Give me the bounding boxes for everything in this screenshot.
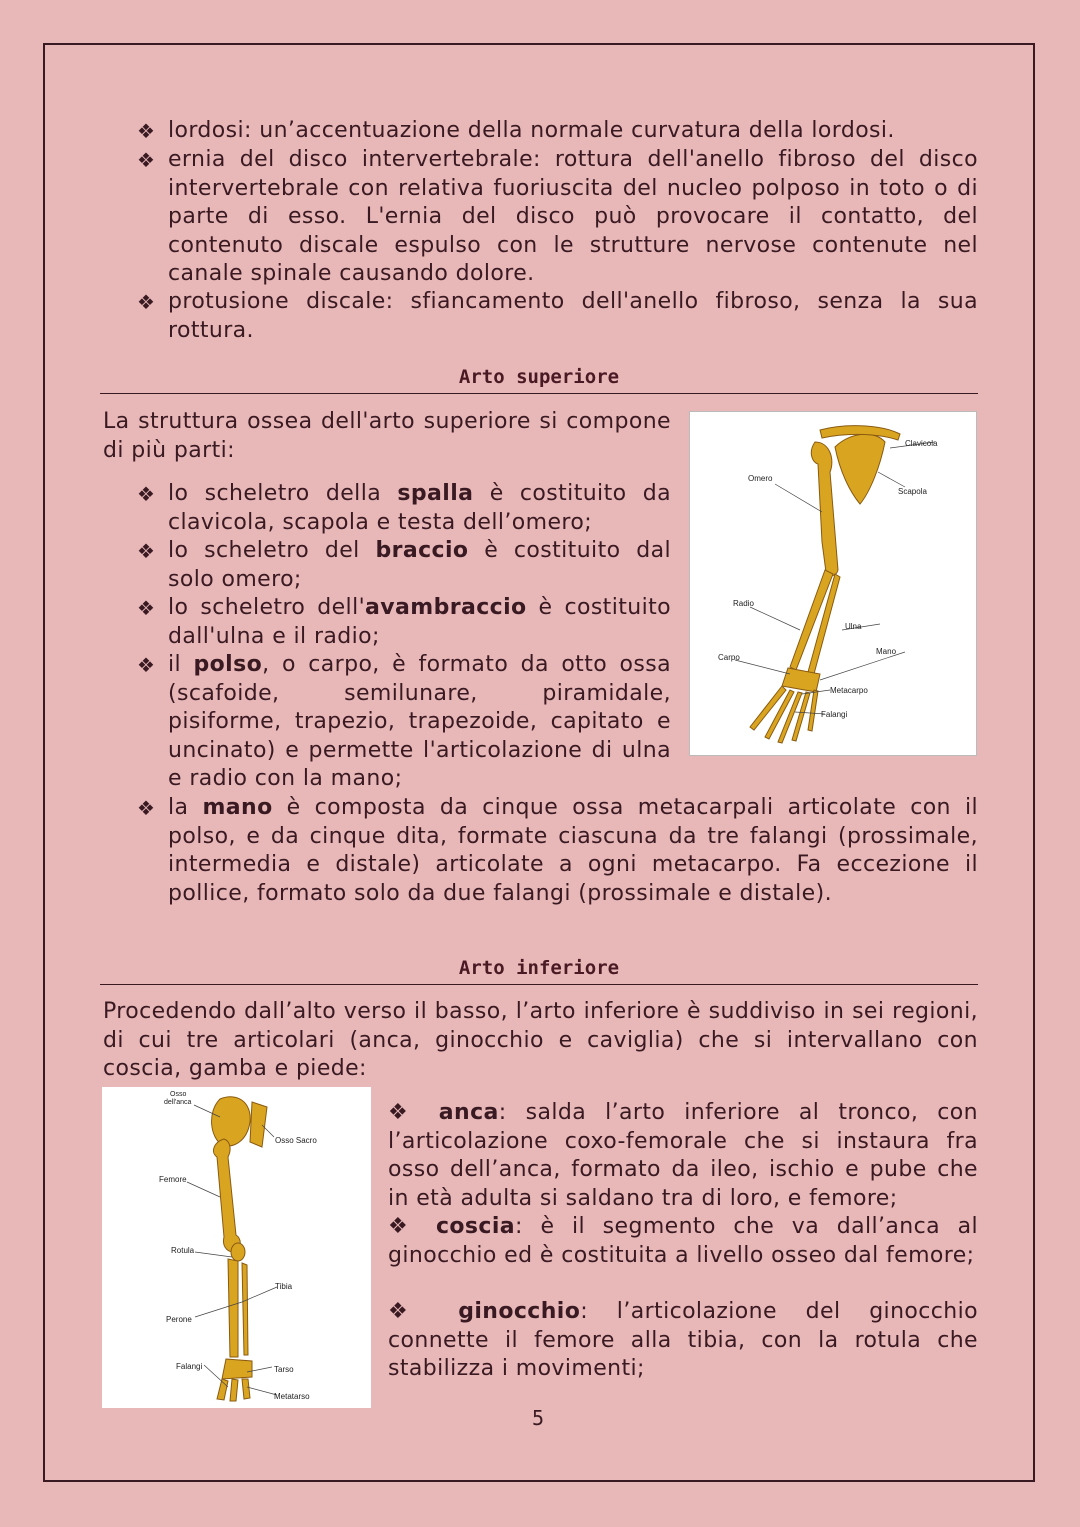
list-item-braccio: lo scheletro del braccio è costituito dal solo omero; [168, 538, 671, 592]
arm-skeleton-figure [689, 411, 977, 756]
list-item-coscia: ❖ coscia: è il segmento che va dall’anca al ginocchio ed è costituita a livello osseo dal femore; [388, 1214, 978, 1268]
label-metatarso: Metatarso [274, 1392, 310, 1401]
osso-sacro-bone [250, 1102, 267, 1147]
label-femore: Femore [159, 1175, 187, 1184]
tibia-bone [228, 1259, 238, 1357]
bullet-diamond-icon: ❖ [388, 1100, 439, 1125]
list-item-avambraccio: lo scheletro dell'avambraccio è costituito dall'ulna e il radio; [168, 595, 671, 649]
label-metacarpo: Metacarpo [830, 686, 868, 695]
label-osso-sacro: Osso Sacro [275, 1136, 317, 1145]
bullet-diamond-icon: ❖ [137, 596, 155, 620]
bullet-diamond-icon: ❖ [137, 119, 155, 143]
bullet-diamond-icon: ❖ [137, 148, 155, 172]
label-clavicola: Clavicola [905, 439, 938, 448]
tarso-bones [222, 1359, 252, 1379]
heading-rule [100, 984, 978, 985]
section-heading-arto-superiore: Arto superiore [458, 366, 620, 388]
label-osso-anca-1: Osso [170, 1091, 187, 1098]
list-item-protusione: protusione discale: sfiancamento dell'anello fibroso, senza la sua rottura. [168, 289, 978, 343]
label-mano: Mano [876, 647, 897, 656]
section-heading-arto-inferiore: Arto inferiore [458, 957, 620, 979]
falangi-bones [750, 686, 818, 743]
page-number: 5 [532, 1406, 545, 1430]
omero-bone [811, 442, 838, 576]
label-tibia: Tibia [275, 1282, 293, 1291]
leg-skeleton-figure [102, 1087, 371, 1408]
arm-skeleton-illustration [690, 412, 976, 755]
bullet-diamond-icon: ❖ [137, 653, 155, 677]
label-omero: Omero [748, 474, 773, 483]
label-falangi-piede: Falangi [176, 1362, 203, 1371]
heading-rule [100, 393, 978, 394]
label-carpo: Carpo [718, 653, 740, 662]
label-ulna: Ulna [845, 622, 862, 631]
label-perone: Perone [166, 1315, 192, 1324]
list-item-ginocchio: ❖ ginocchio: l’articolazione del ginocchio connette il femore alla tibia, con la rotula che stabilizza i movimenti; [388, 1299, 978, 1381]
osso-anca-bone [212, 1097, 251, 1146]
bullet-diamond-icon: ❖ [137, 539, 155, 563]
label-rotula: Rotula [171, 1246, 195, 1255]
bullet-diamond-icon: ❖ [137, 290, 155, 314]
bullet-diamond-icon: ❖ [137, 796, 155, 820]
arto-superiore-intro: La struttura ossea dell'arto superiore si compone di più parti: [103, 409, 671, 463]
perone-bone [242, 1263, 248, 1355]
list-item-anca: ❖ anca: salda l’arto inferiore al tronco, con l’articolazione coxo-femorale che si instaura fra osso dell’anca, formato da ileo, ischio e pube che in età adulta si saldano tra di loro, e femore; [388, 1100, 978, 1211]
falangi-bones [217, 1379, 250, 1401]
list-item-polso: il polso, o carpo, è formato da otto ossa (scafoide, semilunare, piramidale, pisiforme, trapezio, trapezoide, capitato e uncinato) e permette l'articolazione di ulna e radio con la mano; [168, 652, 672, 791]
leg-skeleton-illustration [102, 1087, 371, 1408]
label-osso-anca-2: dell'anca [164, 1099, 192, 1106]
bullet-diamond-icon: ❖ [137, 482, 155, 506]
list-item-lordosi: lordosi: un’accentuazione della normale curvatura della lordosi. [168, 118, 895, 143]
scapola-bone [835, 434, 885, 504]
bullet-diamond-icon: ❖ [388, 1214, 436, 1239]
list-item-spalla: lo scheletro della spalla è costituito da clavicola, scapola e testa dell’omero; [168, 481, 671, 535]
rotula-bone [231, 1243, 245, 1261]
bullet-diamond-icon: ❖ [388, 1299, 459, 1324]
label-radio: Radio [733, 599, 754, 608]
label-tarso: Tarso [274, 1365, 294, 1374]
arto-inferiore-intro: Procedendo dall’alto verso il basso, l’arto inferiore è suddiviso in sei regioni, di cui tre articolari (anca, ginocchio e caviglia) che si intervallano con coscia, gamba e piede: [103, 999, 978, 1081]
label-falangi: Falangi [821, 710, 848, 719]
list-item-ernia: ernia del disco intervertebrale: rottura dell'anello fibroso del disco intervertebrale con relativa fuoriuscita del nucleo polposo in toto o di parte di esso. L'ernia del disco può provocare il contatto, del contenuto discale espulso con le strutture nervose contenute nel canale spinale causando dolore. [168, 147, 978, 286]
label-scapola: Scapola [898, 487, 927, 496]
list-item-mano: la mano è composta da cinque ossa metacarpali articolate con il polso, e da cinque dita, formate ciascuna da tre falangi (prossimale, intermedia e distale) articolate a ogni metacarpo. Fa eccezione il pollice, formato solo da due falangi (prossimale e distale). [168, 795, 978, 906]
